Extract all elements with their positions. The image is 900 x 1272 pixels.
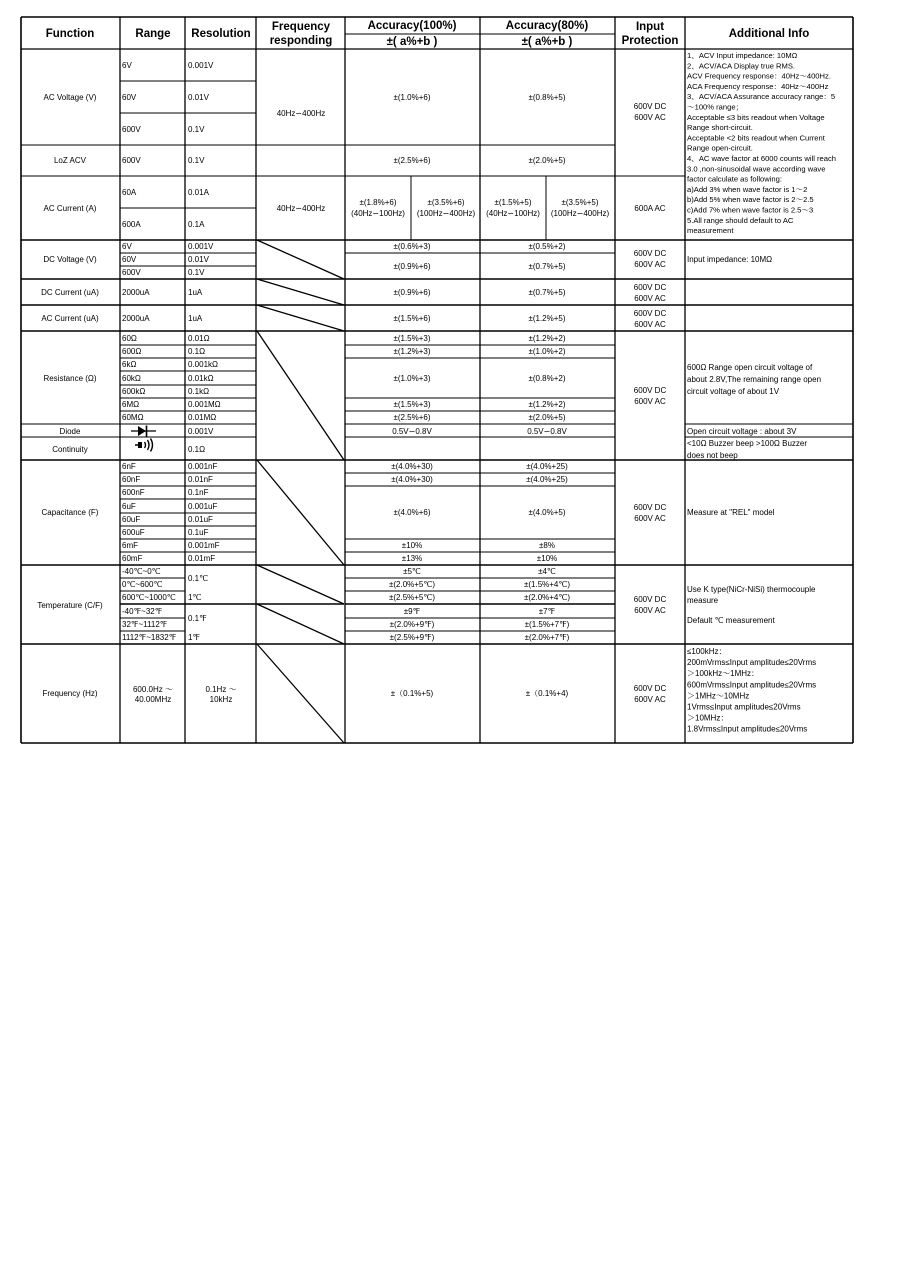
accuracy-80-cell: ±(0.8%+2) (528, 374, 566, 383)
accuracy-100-cell: ±(2.5%+6) (393, 413, 431, 422)
resolution-cell: 0.1A (188, 220, 205, 229)
info-line: factor calculate as following: (687, 174, 782, 184)
resolution-cell: 0.1kΩ (188, 387, 210, 396)
info-line: Range open-circuit. (687, 143, 753, 153)
header-formula: ±( a%+b ) (386, 36, 438, 48)
range-cell: -40℉~32℉ (122, 607, 163, 616)
accuracy-100-cell: ±(1.2%+3) (393, 347, 431, 356)
header-function: Function (45, 28, 95, 40)
protection-cell: 600V AC (634, 260, 666, 269)
info-line: ＞100kHz～1MHz： (687, 669, 760, 679)
range-cell: 600A (122, 220, 141, 229)
accuracy-80-cell: ±(0.7%+5) (528, 262, 566, 271)
accuracy-100-cell: ±(2.5%+9℉) (389, 633, 435, 642)
range-cell: 6V (122, 61, 132, 70)
accuracy-100-cell: (100Hz∽400Hz) (416, 209, 476, 218)
frequency-cell: 40Hz∽400Hz (276, 204, 326, 213)
protection-cell: 600V DC (633, 309, 667, 318)
info-line: 3、ACV/ACA Assurance accuracy range：5 (687, 92, 836, 102)
protection-cell: 600A AC (634, 204, 666, 213)
range-cell: 2000uA (122, 288, 150, 297)
resolution-cell: 0.1nF (188, 488, 209, 497)
header-frequency: Frequency (271, 21, 331, 33)
resolution-cell: 0.01V (188, 255, 209, 264)
info-line: ACA Frequency response：40Hz～400Hz (687, 81, 829, 91)
resolution-cell: 1℃ (188, 593, 202, 602)
range-cell: 6MΩ (122, 400, 140, 409)
accuracy-100-cell: ±(1.5%+3) (393, 334, 431, 343)
accuracy-100-cell: ±(2.5%+6) (393, 156, 431, 165)
accuracy-80-cell: ±(0.5%+2) (528, 242, 566, 251)
info-line: 4、AC wave factor at 6000 counts will reach (687, 154, 836, 163)
range-cell: 600Ω (122, 347, 142, 356)
function-name: Diode (59, 427, 81, 436)
accuracy-80-cell: ±(3.5%+5) (561, 198, 599, 207)
accuracy-80-cell: ±(1.2%+2) (528, 400, 566, 409)
accuracy-100-cell: ±(0.9%+6) (393, 262, 431, 271)
info-line: c)Add 7% when wave factor is 2.5～3 (687, 205, 814, 215)
accuracy-100-cell: ±(1.8%+6) (359, 198, 397, 207)
range-cell: 600V (122, 268, 141, 277)
resolution-cell: 0.1℃ (188, 574, 209, 583)
resolution-cell: 1℉ (188, 633, 201, 642)
resolution-cell: 0.001nF (188, 462, 218, 471)
accuracy-80-cell: ±(2.0%+7℉) (524, 633, 570, 642)
accuracy-80-cell: ±(2.0%+5) (528, 156, 566, 165)
info-line: ＞1MHz～10MHz (687, 691, 750, 701)
accuracy-80-cell: ±8% (539, 541, 555, 550)
header-accuracy-80: Accuracy(80%) (505, 20, 589, 32)
accuracy-100-cell: ±(0.6%+3) (393, 242, 431, 251)
header-frequency: responding (269, 35, 333, 47)
range-cell: 600nF (122, 488, 145, 497)
accuracy-100-cell: ±9℉ (403, 607, 421, 616)
range-cell: 600V (122, 125, 141, 134)
accuracy-100-cell: 0.5V∽0.8V (392, 427, 432, 436)
range-cell: 600℃~1000℃ (122, 593, 176, 602)
resolution-cell: 0.01Ω (188, 334, 210, 343)
function-name: Resistance (Ω) (43, 374, 97, 383)
range-cell: 6uF (122, 502, 136, 511)
info-line: about 2.8V,The remaining range open (687, 375, 822, 384)
accuracy-80-cell: ±(2.0%+5) (528, 413, 566, 422)
header-resolution: Resolution (191, 28, 251, 40)
info-line: b)Add 5% when wave factor is 2～2.5 (687, 195, 814, 205)
function-name: Capacitance (F) (41, 508, 99, 517)
protection-cell: 600V DC (633, 503, 667, 512)
function-name: DC Current (uA) (41, 288, 99, 297)
info-line: Acceptable ≤3 bits readout when Voltage (687, 112, 825, 122)
protection-cell: 600V DC (633, 102, 667, 111)
accuracy-80-cell: ±4℃ (538, 567, 556, 576)
range-cell: 600uF (122, 528, 145, 537)
range-cell: 60mF (122, 554, 143, 563)
info-line: Use K type(NiCr-NiSi) thermocouple (687, 585, 816, 594)
info-line: Range short-circuit. (687, 123, 753, 133)
range-cell: 1112℉~1832℉ (122, 633, 177, 642)
function-name: LoZ ACV (53, 156, 87, 165)
resolution-cell: 0.001MΩ (188, 400, 221, 409)
protection-cell: 600V DC (633, 684, 667, 693)
protection-cell: 600V AC (634, 606, 666, 615)
accuracy-100-cell: ±13% (401, 554, 423, 563)
protection-cell: 600V DC (633, 249, 667, 258)
info-line: 200mVrms≤Input amplitude≤20Vrms (687, 658, 817, 668)
info-line: ACV Frequency response：40Hz～400Hz. (687, 71, 831, 81)
range-cell: 6V (122, 242, 132, 251)
resolution-cell: 0.001V (188, 61, 214, 70)
accuracy-80-cell: ±(4.0%+25) (526, 462, 568, 471)
header-additional-info: Additional Info (728, 28, 810, 40)
accuracy-100-cell: ±(1.0%+3) (393, 374, 431, 383)
range-cell: 60A (122, 188, 137, 197)
info-line: 600mVrms≤Input amplitude≤20Vrms (687, 680, 817, 690)
accuracy-100-cell: ±(2.0%+9℉) (389, 620, 435, 629)
protection-cell: 600V DC (633, 283, 667, 292)
resolution-cell: 0.01nF (188, 475, 213, 484)
accuracy-80-cell: ±(1.5%+7℉) (524, 620, 570, 629)
info-line: 1、ACV Input impedance: 10MΩ (687, 51, 798, 60)
resolution-cell: 0.1Ω (188, 347, 206, 356)
function-name: AC Current (A) (43, 204, 97, 213)
range-cell: 0℃~600℃ (122, 580, 163, 589)
function-name: Frequency (Hz) (42, 689, 98, 698)
info-line: measure (687, 596, 719, 605)
resolution-cell: 0.001uF (188, 502, 218, 511)
accuracy-80-cell: ±(1.5%+5) (494, 198, 532, 207)
range-cell: -40℃~0℃ (122, 567, 161, 576)
protection-cell: 600V AC (634, 320, 666, 329)
info-line: ～100% range； (687, 102, 744, 112)
accuracy-100-cell: ±(1.5%+6) (393, 314, 431, 323)
accuracy-80-cell: ±(1.2%+5) (528, 314, 566, 323)
resolution-cell: 0.1℉ (188, 614, 207, 623)
info-line: does not beep (687, 451, 738, 460)
resolution-cell: 0.1V (188, 156, 205, 165)
resolution-cell: 0.1Hz ～ (205, 685, 237, 694)
protection-cell: 600V AC (634, 397, 666, 406)
resolution-cell: 0.001kΩ (188, 360, 218, 369)
info-line: 3.0 ,non-sinusoidal wave according wave (687, 164, 826, 174)
accuracy-100-cell: ±5℃ (403, 567, 421, 576)
accuracy-100-cell: ±(2.5%+5℃) (388, 593, 436, 602)
protection-cell: 600V DC (633, 386, 667, 395)
function-name: Continuity (52, 445, 88, 454)
accuracy-100-cell: ±(3.5%+6) (427, 198, 465, 207)
resolution-cell: 10kHz (209, 695, 233, 704)
info-line: circuit voltage of about 1V (687, 387, 780, 396)
protection-cell: 600V AC (634, 113, 666, 122)
range-cell: 600kΩ (122, 387, 146, 396)
accuracy-80-cell: ±(1.2%+2) (528, 334, 566, 343)
range-cell: 60kΩ (122, 374, 141, 383)
accuracy-100-cell: ±10% (401, 541, 423, 550)
info-line: Input impedance: 10MΩ (687, 255, 773, 264)
info-line: Acceptable <2 bits readout when Current (687, 133, 825, 143)
accuracy-100-cell: ±(1.0%+6) (393, 93, 431, 102)
info-line: 1.8Vrms≤Input amplitude≤20Vrms (687, 724, 808, 734)
accuracy-80-cell: ±（0.1%+4) (525, 689, 569, 698)
header-formula: ±( a%+b ) (521, 36, 573, 48)
accuracy-80-cell: ±(2.0%+4℃) (523, 593, 571, 602)
range-cell: 6mF (122, 541, 138, 550)
resolution-cell: 0.01A (188, 188, 209, 197)
info-line: 600Ω Range open circuit voltage of (687, 363, 813, 372)
info-line: 5.All range should default to AC (687, 215, 794, 225)
function-name: AC Voltage (V) (43, 93, 97, 102)
header-accuracy-100: Accuracy(100%) (367, 20, 457, 32)
range-cell: 2000uA (122, 314, 150, 323)
info-line: <10Ω Buzzer beep >100Ω Buzzer (687, 439, 808, 448)
accuracy-80-cell: (100Hz∽400Hz) (550, 209, 610, 218)
info-line: a)Add 3% when wave factor is 1～2 (687, 184, 808, 194)
resolution-cell: 0.001V (188, 242, 214, 251)
resolution-cell: 0.001V (188, 427, 214, 436)
info-line: 2、ACV/ACA Display true RMS. (687, 61, 796, 71)
info-line: ＞10MHz： (687, 713, 729, 723)
range-cell: 60nF (122, 475, 141, 484)
protection-cell: 600V AC (634, 514, 666, 523)
function-name: Temperature (C/F) (37, 601, 103, 610)
resolution-cell: 0.1V (188, 125, 205, 134)
resolution-cell: 0.01V (188, 93, 209, 102)
protection-cell: 600V AC (634, 294, 666, 303)
resolution-cell: 1uA (188, 314, 203, 323)
resolution-cell: 1uA (188, 288, 203, 297)
accuracy-100-cell: ±(0.9%+6) (393, 288, 431, 297)
protection-cell: 600V DC (633, 595, 667, 604)
resolution-cell: 0.1Ω (188, 445, 206, 454)
resolution-cell: 0.1V (188, 268, 205, 277)
frequency-cell: 40Hz∽400Hz (276, 109, 326, 118)
range-cell: 600.0Hz ～ (132, 685, 174, 694)
info-line: ≤100kHz： (687, 647, 727, 656)
accuracy-80-cell: ±(4.0%+25) (526, 475, 568, 484)
range-cell: 60MΩ (122, 413, 144, 422)
accuracy-100-cell: ±（0.1%+5) (390, 689, 434, 698)
range-cell: 60Ω (122, 334, 137, 343)
accuracy-80-cell: ±(1.0%+2) (528, 347, 566, 356)
header-input-protection: Input (635, 21, 665, 33)
info-line: Open circuit voltage : about 3V (687, 427, 797, 436)
info-line: Measure at "REL" model (687, 508, 775, 517)
info-line: Default ℃ measurement (687, 616, 775, 625)
accuracy-100-cell: ±(1.5%+3) (393, 400, 431, 409)
accuracy-80-cell: ±(1.5%+4℃) (523, 580, 571, 589)
range-cell: 60uF (122, 515, 141, 524)
resolution-cell: 0.1uF (188, 528, 209, 537)
protection-cell: 600V AC (634, 695, 666, 704)
resolution-cell: 0.001mF (188, 541, 220, 550)
accuracy-80-cell: ±(0.7%+5) (528, 288, 566, 297)
header-input-protection: Protection (621, 35, 679, 47)
function-name: DC Voltage (V) (43, 255, 97, 264)
accuracy-80-cell: ±(4.0%+5) (528, 508, 566, 517)
resolution-cell: 0.01kΩ (188, 374, 214, 383)
range-cell: 600V (122, 156, 141, 165)
accuracy-100-cell: ±(4.0%+30) (391, 475, 433, 484)
accuracy-100-cell: ±(4.0%+30) (391, 462, 433, 471)
function-name: AC Current (uA) (41, 314, 99, 323)
accuracy-100-cell: ±(4.0%+6) (393, 508, 431, 517)
header-range: Range (135, 28, 171, 40)
accuracy-80-cell: ±7℉ (538, 607, 556, 616)
accuracy-100-cell: ±(2.0%+5℃) (388, 580, 436, 589)
range-cell: 32℉~1112℉ (122, 620, 168, 629)
accuracy-80-cell: ±10% (536, 554, 558, 563)
range-cell: 6nF (122, 462, 136, 471)
range-cell: 40.00MHz (134, 695, 172, 704)
accuracy-80-cell: 0.5V∽0.8V (527, 427, 567, 436)
accuracy-100-cell: (40Hz∽100Hz) (351, 209, 405, 218)
info-line: 1Vrms≤Input amplitude≤20Vrms (687, 702, 801, 712)
resolution-cell: 0.01MΩ (188, 413, 217, 422)
info-line: measurement (687, 226, 734, 236)
accuracy-80-cell: ±(0.8%+5) (528, 93, 566, 102)
accuracy-80-cell: (40Hz∽100Hz) (486, 209, 540, 218)
range-cell: 6kΩ (122, 360, 137, 369)
resolution-cell: 0.01mF (188, 554, 216, 563)
range-cell: 60V (122, 93, 137, 102)
resolution-cell: 0.01uF (188, 515, 213, 524)
range-cell: 60V (122, 255, 137, 264)
